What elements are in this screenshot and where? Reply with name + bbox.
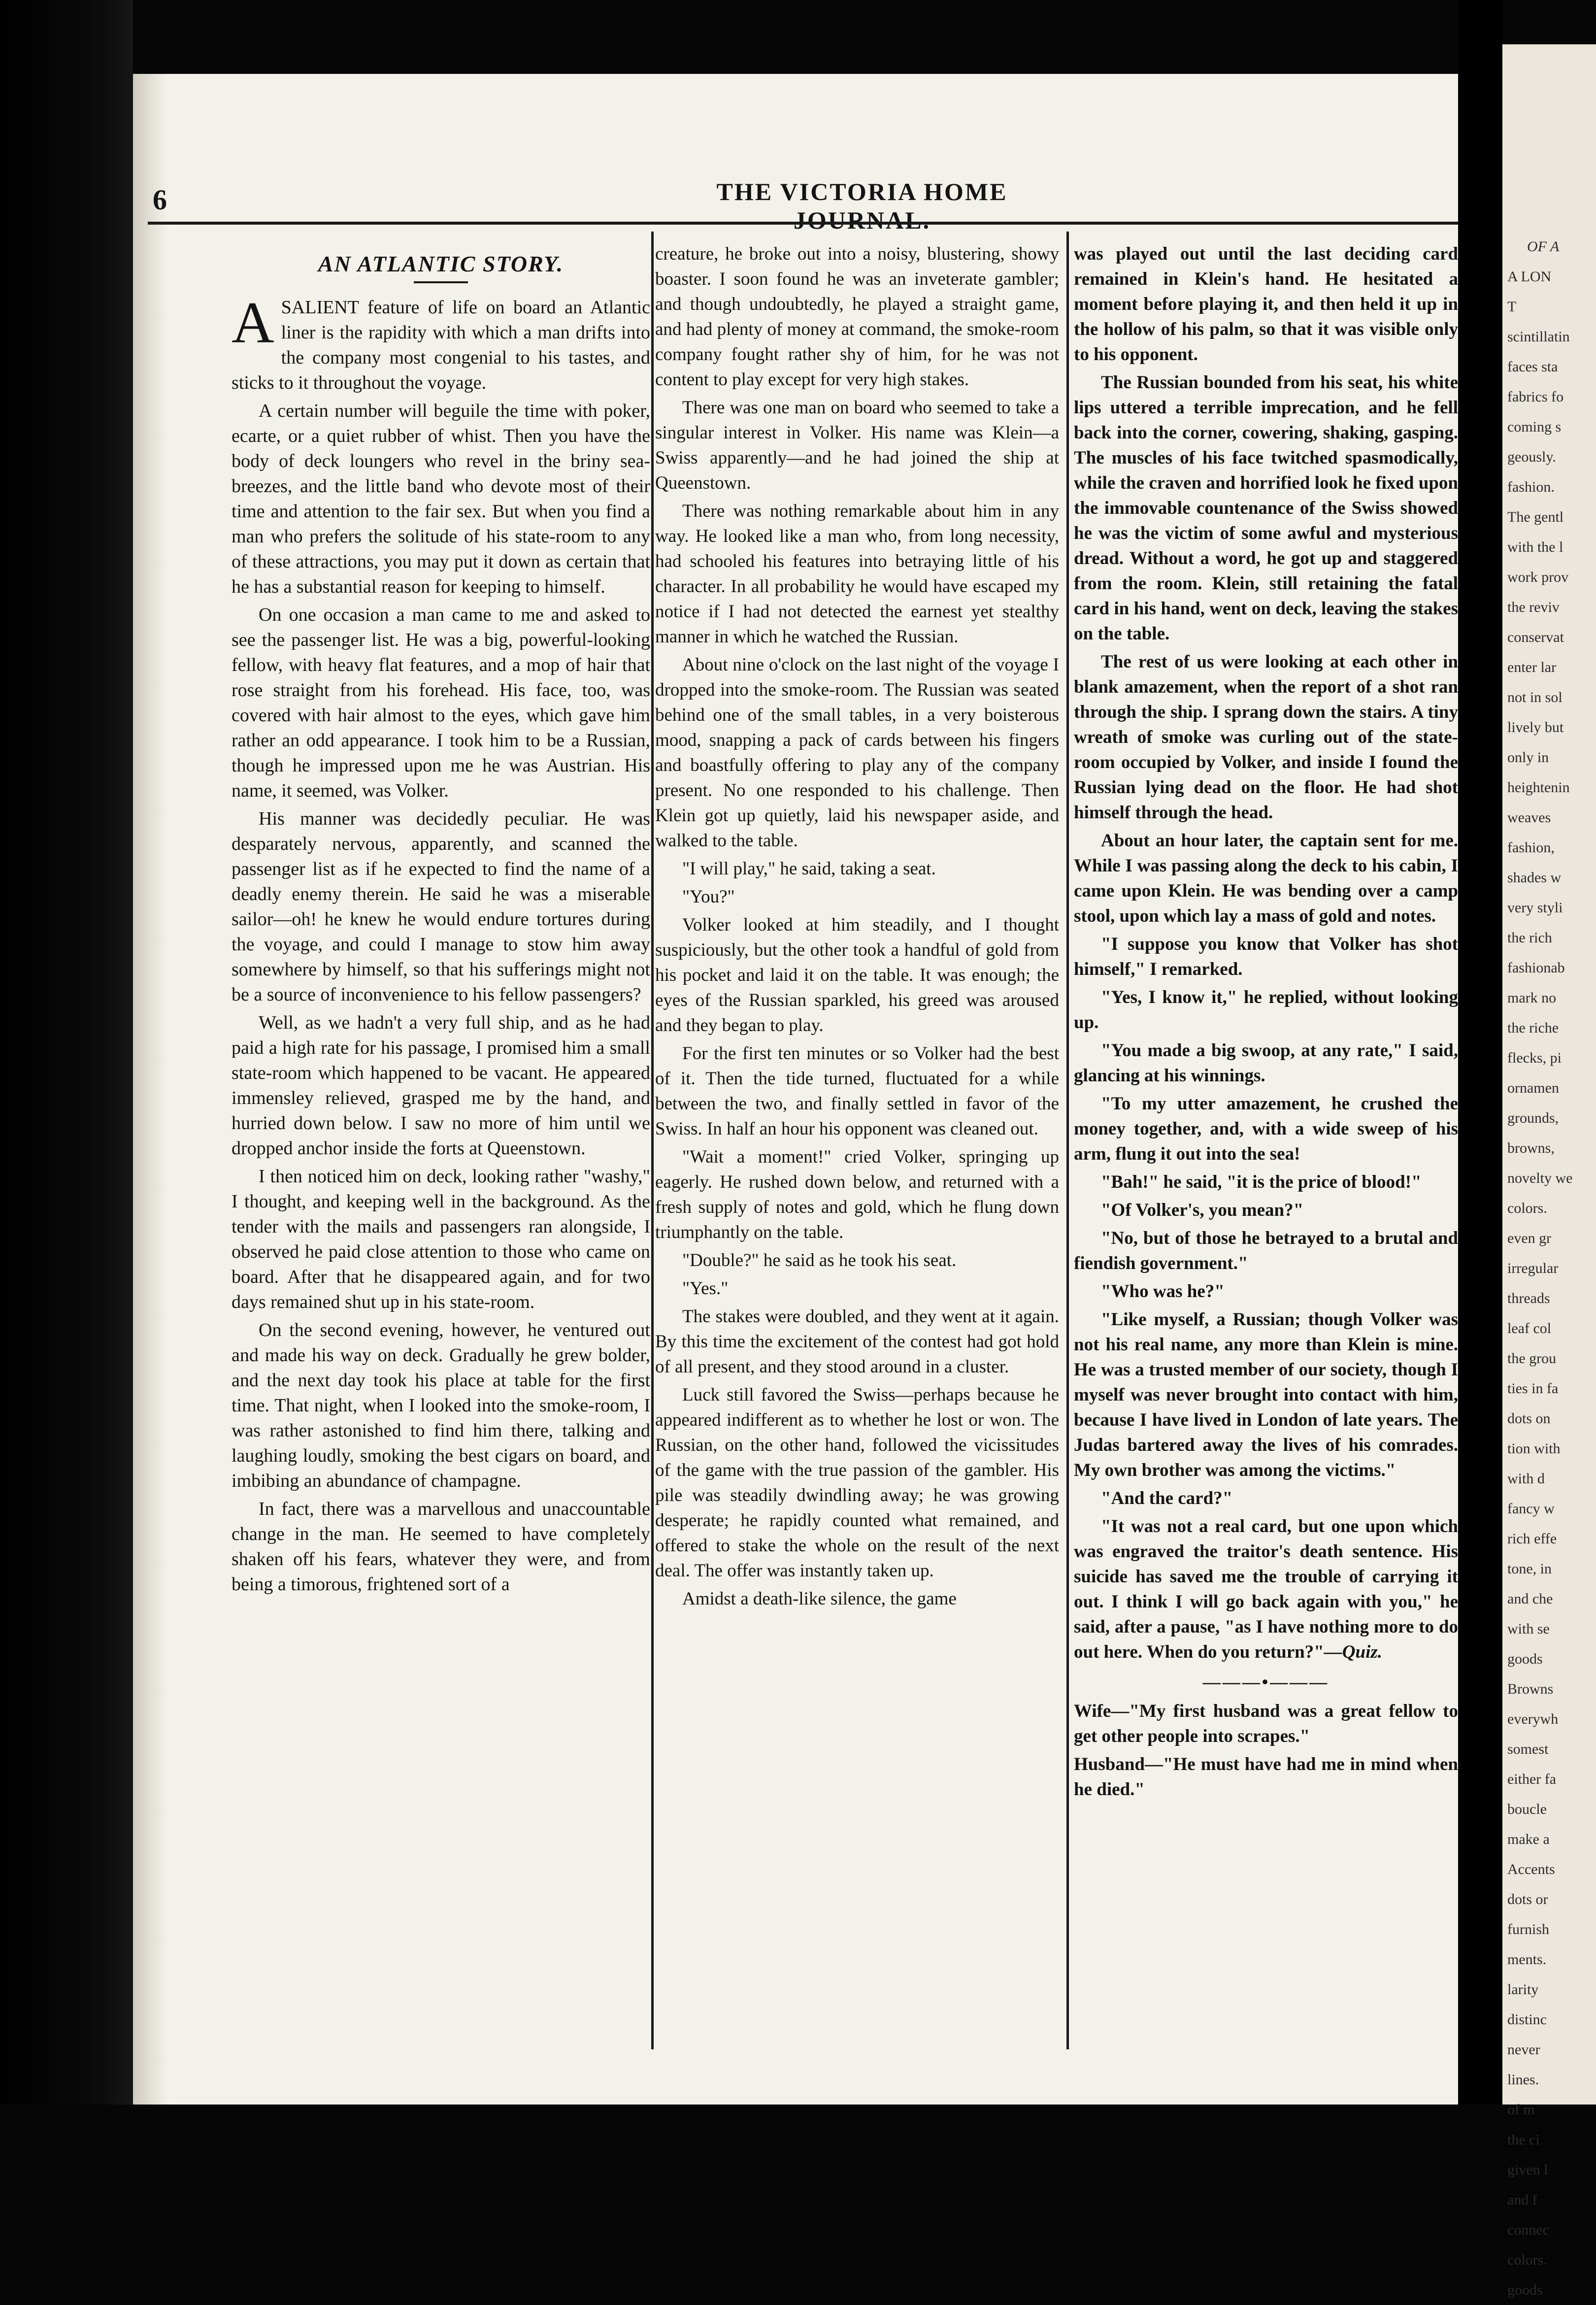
adjacent-page-text <box>1507 232 1596 2305</box>
adjacent-page-line: furnish <box>1507 1921 1549 1938</box>
story-paragraph: "Like myself, a Russian; though Volker was not his real name, any more than Klein is mine. He was a trusted member of our society, though I myself was never brought into contact with him, because I have lived in London of late years. The Judas bartered away the lives of his comrades. My own brother was among the victims." <box>1074 1309 1458 1480</box>
adjacent-page-line: never <box>1507 2041 1540 2058</box>
joke-line: Husband—"He must have had me in mind when he died." <box>1074 1754 1458 1800</box>
adjacent-page-line: geously. <box>1507 449 1556 465</box>
column-divider-1 <box>651 232 654 2049</box>
adjacent-page-line: irregular <box>1507 1260 1559 1276</box>
adjacent-page-line: mark no <box>1507 990 1557 1006</box>
story-paragraph: In fact, there was a marvellous and unaccountable change in the man. He seemed to have completely shaken off his fears, whatever they were, and from being a timorous, frightened sort of a <box>232 1499 650 1595</box>
story-paragraph: On the second evening, however, he ventured out and made his way on deck. Gradually he grew bolder, and the next day took his place at table for the first time. That night, when I looked into the smoke-room, I was rather astonished to find him there, talking and laughing loudly, smoking the best cigars on board, and imbibing an abundance of champagne. <box>232 1320 650 1491</box>
paragraph-text: "It was not a real card, but one upon which was engraved the traitor's death sentence. His suicide has saved me the trouble of carrying it out. I think I will go back again with you," he said, after a pause, "as I have nothing more to do out here. When do you return?" <box>1074 1516 1458 1662</box>
adjacent-page-line: goods <box>1507 2282 1543 2298</box>
story-column-2 <box>655 241 1059 2054</box>
story-paragraph: On one occasion a man came to me and asked to see the passenger list. He was a big, powerful-looking fellow, with heavy flat features, and a mop of hair that rose straight from his forehead. His face, too, was covered with hair almost to the eyes, which gave him rather an odd appearance. I took him to be a Russian, though he impressed upon me he was Austrian. His name, it seemed, was Volker. <box>232 604 650 801</box>
story-paragraph: Amidst a death-like silence, the game <box>682 1589 957 1609</box>
adjacent-page-line: with d <box>1507 1470 1545 1487</box>
story-paragraph: "Wait a moment!" cried Volker, springing up eagerly. He rushed down below, and returned with a fresh supply of notes and gold, which he flung down triumphantly on the table. <box>655 1147 1059 1242</box>
adjacent-page-line: The gentl <box>1507 509 1564 525</box>
adjacent-page-line: boucle <box>1507 1801 1547 1817</box>
story-paragraph: "You made a big swoop, at any rate," I said, glancing at his winnings. <box>1074 1040 1458 1086</box>
adjacent-page-line: lines. <box>1507 2071 1539 2088</box>
adjacent-page-line: either fa <box>1507 1771 1557 1787</box>
adjacent-page-line: the rich <box>1507 930 1552 946</box>
story-paragraph: "Of Volker's, you mean?" <box>1101 1200 1304 1220</box>
story-paragraph <box>232 290 650 396</box>
story-byline: —Quiz. <box>1324 1642 1382 1662</box>
story-paragraph: "Bah!" he said, "it is the price of blood!" <box>1101 1172 1422 1192</box>
adjacent-page-line: fashion. <box>1507 479 1555 495</box>
adjacent-page-line: connec <box>1507 2222 1549 2238</box>
story-paragraph: Well, as we hadn't a very full ship, and as he had paid a high rate for his passage, I promised him a small state-room which happened to be vacant. He appeared immensley relieved, grasped me by the hand, and hurried down below. I saw no more of him until we dropped anchor inside the forts at Queenstown. <box>232 1012 650 1159</box>
title-rule <box>414 281 468 283</box>
story-paragraph: There was nothing remarkable about him in any way. He looked like a man who, from long necessity, had schooled his features into betraying little of his character. In all probability he would have escaped my notice if I had not detected the earnest yet stealthy manner in which he watched the Russian. <box>655 501 1059 647</box>
adjacent-page-line: flecks, pi <box>1507 1050 1562 1066</box>
story-paragraph: "You?" <box>682 887 735 907</box>
adjacent-page-line: Accents <box>1507 1861 1555 1877</box>
adjacent-page-line: goods <box>1507 1651 1543 1667</box>
adjacent-page-line: even gr <box>1507 1230 1552 1246</box>
adjacent-page-line: ties in fa <box>1507 1380 1559 1397</box>
story-paragraph: About an hour later, the captain sent for me. While I was passing along the deck to his cabin, I came upon Klein. He was bending over a camp stool, upon which lay a mass of gold and notes. <box>1074 831 1458 926</box>
adjacent-page-line: somest <box>1507 1741 1549 1757</box>
column-divider-2 <box>1066 232 1069 2049</box>
adjacent-page-line: only in <box>1507 749 1549 766</box>
page-number: 6 <box>153 184 167 216</box>
story-paragraph: For the first ten minutes or so Volker had the best of it. Then the tide turned, fluctuated for a while between the two, and finally settled in favor of the Swiss. In half an hour his opponent was cleaned out. <box>655 1043 1059 1139</box>
adjacent-page-line: not in sol <box>1507 689 1563 705</box>
adjacent-page-line: novelty we <box>1507 1170 1573 1186</box>
adjacent-page-line: scintillatin <box>1507 329 1570 345</box>
adjacent-page-line: conservat <box>1507 629 1564 645</box>
adjacent-page-line: dots on <box>1507 1410 1551 1427</box>
adjacent-page-line: distinc <box>1507 2011 1547 2028</box>
adjacent-page-line: the grou <box>1507 1350 1557 1367</box>
paragraph-text: SALIENT feature of life on board an Atlantic liner is the rapidity with which a man drifts into the company most congenial to his tastes, and sticks to it throughout the voyage. <box>232 297 650 393</box>
adjacent-page-line: work prov <box>1507 569 1569 585</box>
adjacent-page-line: fancy w <box>1507 1501 1555 1517</box>
adjacent-page-line: coming s <box>1507 419 1562 435</box>
adjacent-page-line: tion with <box>1507 1440 1561 1457</box>
adjacent-page-line: colors. <box>1507 1200 1547 1216</box>
story-paragraph: "And the card?" <box>1101 1488 1233 1508</box>
adjacent-page-line: faces sta <box>1507 359 1558 375</box>
adjacent-page-line: rich effe <box>1507 1531 1557 1547</box>
story-paragraph: "Yes." <box>682 1278 729 1299</box>
adjacent-page-line: with se <box>1507 1621 1550 1637</box>
adjacent-page-line: given l <box>1507 2162 1548 2178</box>
adjacent-page-line: fabrics fo <box>1507 389 1564 405</box>
adjacent-page-line: of m <box>1507 2102 1535 2118</box>
adjacent-page-line: larity <box>1507 1981 1539 1998</box>
story-paragraph: was played out until the last deciding card remained in Klein's hand. He hesitated a moment before playing it, and then held it up in the hollow of his palm, so that it was visible only to his opponent. <box>1074 244 1458 365</box>
adjacent-page-heading: OF A <box>1527 238 1560 255</box>
story-paragraph: "Yes, I know it," he replied, without looking up. <box>1074 987 1458 1033</box>
story-paragraph: Luck still favored the Swiss—perhaps because he appeared indifferent as to whether he lost or won. The Russian, on the other hand, followed the vicissitudes of the game with the true passion of the gambler. His pile was steadily dwindling away; he was growing desperate; he rapidly counted what remained, and offered to stake the whole on the result of the next deal. The offer was instantly taken up. <box>655 1385 1059 1581</box>
binding-shadow-right <box>1458 0 1502 2105</box>
adjacent-page-line: ornamen <box>1507 1080 1559 1096</box>
adjacent-page-line: and f <box>1507 2192 1537 2208</box>
adjacent-page-line: grounds, <box>1507 1110 1559 1126</box>
adjacent-page-line: shades w <box>1507 869 1562 886</box>
story-paragraph: About nine o'clock on the last night of the voyage I dropped into the smoke-room. The Russian was seated behind one of the small tables, in a very boisterous mood, snapping a pack of cards between his fingers and boastfully offering to play any of the company present. No one responded to his challenge. Then Klein got up quietly, laid his newspaper aside, and walked to the table. <box>655 655 1059 851</box>
story-paragraph: The stakes were doubled, and they went at it again. By this time the excitement of the contest had got hold of all present, and they stood around in a cluster. <box>655 1306 1059 1377</box>
story-paragraph: The rest of us were looking at each other in blank amazement, when the report of a shot ran through the ship. I sprang down the stairs. A tiny wreath of smoke was curling out of the state-room occupied by Volker, and inside I found the Russian lying dead on the floor. He had shot himself through the head. <box>1074 652 1458 823</box>
story-paragraph: His manner was decidedly peculiar. He was desparately nervous, apparently, and scanned the passenger list as if he expected to find the name of a deadly enemy therein. He said he was a miserable sailor—oh! he knew he would endure tortures during the voyage, and could I manage to stow him away somewhere by himself, so that his sufferings might not be a source of inconvenience to his fellow passengers? <box>232 808 650 1005</box>
page-gutter <box>133 74 167 2105</box>
story-paragraph: I then noticed him on deck, looking rather "washy," I thought, and keeping well in the background. As the tender with the mails and passengers ran alongside, I observed he paid close attention to those who came on board. After that he disappeared again, and for two days remained shut up in his state-room. <box>232 1166 650 1312</box>
adjacent-page-line: very styli <box>1507 900 1563 916</box>
adjacent-page-line: the riche <box>1507 1020 1559 1036</box>
adjacent-page-line: tone, in <box>1507 1561 1552 1577</box>
joke-line: Wife—"My first husband was a great fellow to get other people into scrapes." <box>1074 1701 1458 1746</box>
adjacent-page-line: Browns <box>1507 1681 1554 1697</box>
adjacent-page-line: enter lar <box>1507 659 1557 675</box>
adjacent-page-line: browns, <box>1507 1140 1555 1156</box>
adjacent-page-line: the reviv <box>1507 599 1560 615</box>
adjacent-page-line: threads <box>1507 1290 1550 1306</box>
story-paragraph <box>1074 1514 1458 1665</box>
story-paragraph: The Russian bounded from his seat, his white lips uttered a terrible imprecation, and he fell back into the corner, cowering, shaking, gasping. The muscles of his face twitched spasmodically, while the craven and horrified look he fixed upon the immovable countenance of the Swiss showed he was the victim of some awful and mysterious dread. Without a word, he got up and staggered from the room. Klein, still retaining the fatal card in his hand, went on deck, leaving the stakes on the table. <box>1074 372 1458 644</box>
story-paragraph: Volker looked at him steadily, and I thought suspiciously, but the other took a handful of gold from his pocket and laid it on the table. It was enough; the eyes of the Russian sparkled, his greed was aroused and they began to play. <box>655 915 1059 1036</box>
drop-cap: A <box>232 290 274 355</box>
story-column-3 <box>1074 241 1458 2054</box>
binding-shadow-left <box>0 0 133 2105</box>
adjacent-page-line: the ci <box>1507 2132 1540 2148</box>
story-paragraph: creature, he broke out into a noisy, blustering, showy boaster. I soon found he was an inveterate gambler; and though undoubtedly, he played a straight game, and had plenty of money at command, the smoke-room company fought rather shy of him, for he was not content to play except for very high stakes. <box>655 244 1059 390</box>
story-paragraph: A certain number will beguile the time with poker, ecarte, or a quiet rubber of whist. Then you have the body of deck loungers who revel in the briny sea-breezes, and the little band who devote most of their time and attention to the fair sex. But when you find a man who prefers the solitude of his state-room to any of these attractions, you may put it down as certain that he has a substantial reason for keeping to himself. <box>232 401 650 597</box>
adjacent-page-line: fashionab <box>1507 960 1565 976</box>
story-column-1 <box>232 241 650 2054</box>
adjacent-page-line: lively but <box>1507 719 1564 735</box>
adjacent-page-line: colors. <box>1507 2252 1547 2268</box>
journal-title: THE VICTORIA HOME JOURNAL. <box>716 178 1008 234</box>
adjacent-page-line: dots or <box>1507 1891 1548 1907</box>
adjacent-page-line: leaf col <box>1507 1320 1552 1336</box>
story-title: AN ATLANTIC STORY. <box>318 251 564 276</box>
story-paragraph: "Double?" he said as he took his seat. <box>682 1250 957 1270</box>
adjacent-page-line: T <box>1507 299 1517 315</box>
adjacent-page-line: ments. <box>1507 1951 1547 1968</box>
adjacent-page-line: heightenin <box>1507 779 1570 796</box>
story-paragraph: "Who was he?" <box>1101 1281 1225 1302</box>
story-paragraph: "To my utter amazement, he crushed the money together, and, with a wide sweep of his arm, flung it out into the sea! <box>1074 1094 1458 1164</box>
story-paragraph: "I will play," he said, taking a seat. <box>682 859 936 879</box>
story-paragraph: There was one man on board who seemed to take a singular interest in Volker. His name was Klein—a Swiss apparently—and he had joined the ship at Queenstown. <box>655 398 1059 493</box>
adjacent-page-line: with the l <box>1507 539 1563 555</box>
section-ornament: ———•——— <box>1202 1672 1330 1692</box>
adjacent-page-line: make a <box>1507 1831 1550 1847</box>
story-paragraph: "No, but of those he betrayed to a brutal and fiendish government." <box>1074 1228 1458 1273</box>
adjacent-page-line: weaves <box>1507 809 1551 826</box>
header-rule <box>148 222 1458 225</box>
story-paragraph: "I suppose you know that Volker has shot himself," I remarked. <box>1074 934 1458 979</box>
adjacent-page-line: everywh <box>1507 1711 1559 1727</box>
adjacent-page-line: fashion, <box>1507 839 1555 856</box>
adjacent-page-line: A LON <box>1507 268 1552 285</box>
adjacent-page-line: and che <box>1507 1591 1553 1607</box>
adjacent-page-fragment <box>1502 44 1596 2298</box>
